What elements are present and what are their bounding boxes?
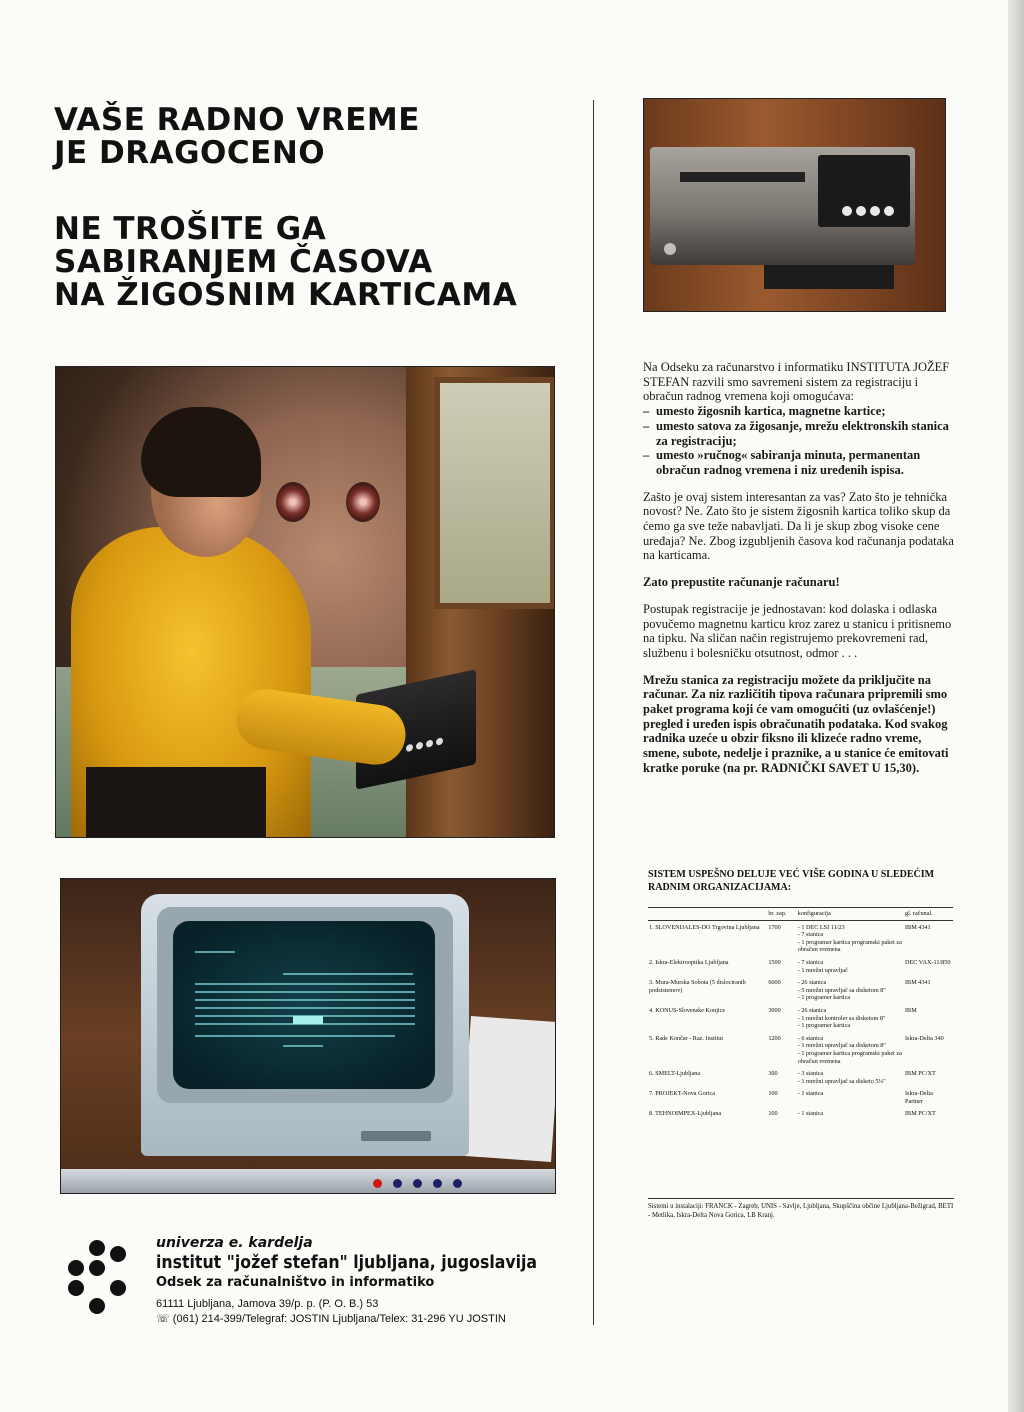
header-count: br. zap. [767, 908, 796, 921]
table-row: 5. Rade Končar - Raz. Institut 1200 - 6 stanica - 1 mrežni upravljač sa disketom 8" - 1 programer kartica programski paket za obračun vremena Iskra-Delta 340 [649, 1034, 944, 1065]
photo-keyboard-strip [61, 1169, 555, 1193]
photo-papers [461, 1016, 556, 1162]
feature-item: – umesto žigosnih kartica, magnetne kartice; [643, 404, 955, 419]
headline-2 [54, 213, 517, 312]
photo-station-body [650, 147, 915, 265]
photo-lamp [346, 482, 380, 522]
network-paragraph: Mrežu stanica za registraciju možete da priključite na računar. Za niz različitih tipova računara pripremili smo paket programa koji će vam omogućiti (uz ovlašćenje!) pregled i uređen ispis obračunatih podataka. Kod svakog radnika uzeće u obzir fiksno ili klizeće radno vreme, smene, subote, nedelje i praznike, a u stanice će emitovati kratke poruke (na pr. RADNIČKI SAVET U 15,30). [643, 672, 949, 775]
photo-computer-monitor [60, 878, 556, 1194]
body-text [643, 360, 955, 788]
feature-item: – umesto »ručnog« sabiranja minuta, permanentan obračun radnog vremena i niz uređenih ispisa. [643, 448, 955, 477]
header-computer: gl. računal. [904, 908, 953, 921]
photo-station-logo [664, 243, 676, 255]
header-name [648, 908, 767, 921]
table-row: 3. Mura-Murska Sobota (5 dislociranih podsistemov) 6000 - 26 stanica - 5 mrežni upravljač sa disketom 8" - 1 programer kartica IBM 4341 [649, 979, 931, 1002]
photo-card-slot [680, 172, 805, 182]
institute-logo-icon [64, 1240, 130, 1316]
department-name: Odsek za računalništvo in informatiko [156, 1275, 435, 1290]
headline-1-line: JE DRAGOCENO [54, 135, 326, 171]
table-row: 8. TEHNOIMPEX-Ljubljana 100 - 1 stanica IBM PC/XT [649, 1110, 936, 1118]
photo-monitor-badge [361, 1131, 431, 1141]
photo-lamp [276, 482, 310, 522]
table-row: 4. KONUS-Slovenske Konjice 3000 - 26 stanica - 1 mrežni kontroler sa disketom 8" - 1 programer kartica IBM [649, 1006, 917, 1030]
contact-line: ☏ (061) 214-399/Telegraf: JOSTIN Ljubljana/Telex: 31-296 YU JOSTIN [156, 1313, 506, 1325]
university-name: univerza e. kardelja [156, 1235, 313, 1251]
photo-woman-at-terminal [55, 366, 555, 838]
address: 61111 Ljubljana, Jamova 39/p. p. (P. O. B.) 53 [156, 1298, 379, 1310]
intro-text: Na Odseku za računarstvo i informatiku INSTITUTA JOŽEF STEFAN razvili smo savremeni sistem za registraciju i obračun radnog vremena koji omogućava: [643, 360, 950, 404]
column-divider [593, 100, 594, 1325]
organizations-table [648, 907, 953, 1120]
photo-door-window [434, 377, 555, 609]
table-title: SISTEM USPEŠNO DELUJE VEĆ VIŠE GODINA U SLEDEĆIM RADNIM ORGANIZACIJAMA: [648, 869, 935, 893]
headline-2-line: SABIRANJEM ČASOVA [54, 244, 433, 280]
table-footnote: Sistemi u instalaciji: FRANCK - Zagreb, UNIS - Savlje, Ljubljana, Skupščina občine Ljubljana-Bežigrad, BETI - Metlika, Iskra-Delta Nova Gorica, LB Kranj. [648, 1198, 954, 1220]
call-to-action: Zato prepustite računanje računaru! [643, 575, 840, 590]
photo-monitor-screen [173, 921, 435, 1089]
feature-item: – umesto satova za žigosanje, mrežu elektronskih stanica za registraciju; [643, 419, 955, 448]
photo-person-hair [141, 407, 261, 497]
table-header-row [648, 908, 953, 921]
photo-person-skirt [86, 767, 266, 837]
institute-name: institut "jožef stefan" ljubljana, jugoslavija [156, 1253, 538, 1273]
table-row: 6. SMELT-Ljubljana 300 - 3 stanica - 1 mrežni upravljač sa disketo 5¼" IBM PC/XT [649, 1070, 936, 1085]
table-row: 2. Iskra-Elektrooptika Ljubljana 1500 - 7 stanica - 1 mrežni upravljač DEC VAX-11/850 [649, 958, 951, 974]
headline-2-line: NE TROŠITE GA [54, 211, 327, 247]
photo-station-panel [818, 155, 910, 227]
table-row: 7. PROJEKT-Nova Gorica 100 - 1 stanica Iskra-Delta Partner [649, 1090, 933, 1105]
header-configuration: konfiguracija [797, 908, 904, 921]
table-row: 1. SLOVENIJALES-DO Trgovina Ljubljana 1700 - 1 DEC LSI 11/23 - 7 stanica - 1 programer kartica programski paket za obračun vremena IBM 4341 [649, 923, 931, 954]
headline-1 [54, 104, 420, 170]
headline-1-line: VAŠE RADNO VREME [54, 102, 420, 138]
footer [156, 1234, 596, 1327]
page-edge [1008, 0, 1024, 1412]
photo-registration-station [643, 98, 946, 312]
headline-2-line: NA ŽIGOSNIM KARTICAMA [54, 277, 518, 313]
feature-list [643, 404, 955, 478]
procedure-paragraph: Postupak registracije je jednostavan: kod dolaska i odlaska povučemo magnetnu karticu kroz zarez u stanicu i pritisnemo na tipku. Na sličan način registrujemo prekovremeni rad, službenu i bolesničku otsutnost, odmor . . . [643, 601, 952, 660]
photo-station-base [764, 265, 894, 289]
why-paragraph: Zašto je ovaj sistem interesantan za vas? Zato što je tehnička novost? Ne. Zato što je sistem žigosnih kartica toliko skup da ćemo ga sve teže nabavljati. Da li je skup zbog visoke cene uređaja? Ne. Zbog izgubljenih časova kod računanja podataka na karticama. [643, 489, 954, 563]
